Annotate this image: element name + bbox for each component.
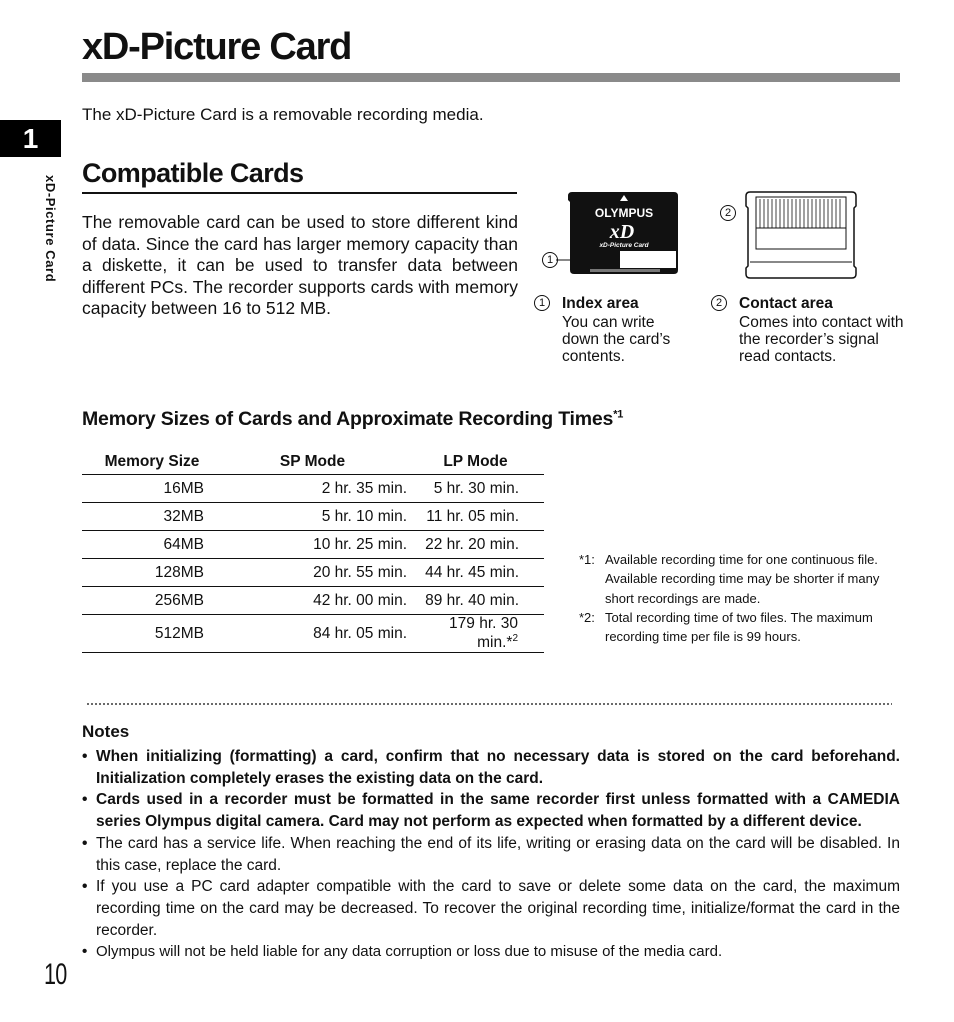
callout-marker-1: 1 xyxy=(542,252,558,268)
list-item: • Cards used in a recorder must be formatted in the same recorder first unless formatted with a CAMEDIA series Olympus digital camera. Card may not perform as expected when formatted by a different device. xyxy=(82,789,900,832)
lp-mode-value: 179 hr. 30 min.* xyxy=(449,615,518,652)
side-section-label: xD-Picture Card xyxy=(43,175,58,283)
chapter-tab: 1 xyxy=(0,120,61,157)
dotted-separator xyxy=(86,703,892,705)
list-item: • When initializing (formatting) a card, confirm that no necessary data is stored on the card beforehand. Initialization completely erases the existing data on the card. xyxy=(82,746,900,789)
lp-mode-value: 11 hr. 05 min. xyxy=(426,507,519,525)
sp-mode-cell: 84 hr. 05 min. xyxy=(230,615,407,653)
memory-size-cell: 512MB xyxy=(82,615,230,653)
compatible-cards-paragraph: The removable card can be used to store different kind of data. Since the card has larger memory capacity than a diskette, it can be used to transfer data between different PCs. The recorder supports cards with memory capacity between 16 to 512 MB. xyxy=(82,212,518,319)
table-row xyxy=(82,503,544,531)
memory-heading-footnote-mark: *1 xyxy=(613,408,624,421)
footnote-text: Available recording time for one continuous file. Available recording time may be shorter if many short recordings are made. xyxy=(605,552,880,606)
xd-card-front-illustration xyxy=(566,190,682,276)
card-edge-strip xyxy=(590,269,660,272)
sp-mode-cell: 10 hr. 25 min. xyxy=(230,531,407,559)
table-row xyxy=(82,475,544,503)
lp-mode-cell xyxy=(407,531,544,559)
footnote-mark: *2: xyxy=(579,610,595,625)
table-header-row xyxy=(82,450,544,475)
page-title: xD-Picture Card xyxy=(82,26,352,68)
page-number: 10 xyxy=(44,958,67,991)
callout-marker-2: 2 xyxy=(720,205,736,221)
list-item: • Olympus will not be held liable for any data corruption or loss due to misuse of the media card. xyxy=(82,941,900,963)
compatible-cards-heading: Compatible Cards xyxy=(82,158,304,188)
column-header: Memory Size xyxy=(82,450,230,475)
memory-size-cell: 64MB xyxy=(82,531,230,559)
index-area xyxy=(620,251,676,268)
memory-table-heading xyxy=(82,408,623,431)
caption-marker-1: 1 xyxy=(534,295,550,311)
memory-heading-text: Memory Sizes of Cards and Approximate Recording Times xyxy=(82,408,614,430)
lp-mode-cell xyxy=(407,559,544,587)
card-brand: OLYMPUS xyxy=(594,206,654,220)
title-underline-bar xyxy=(82,73,900,82)
column-header: LP Mode xyxy=(407,450,544,475)
lp-mode-value: 44 hr. 45 min. xyxy=(425,563,519,581)
column-header: SP Mode xyxy=(230,450,407,475)
list-item: • The card has a service life. When reaching the end of its life, writing or erasing data on the card will be disabled. In this case, replace the card. xyxy=(82,833,900,876)
caption-text-1: You can write down the card’s contents. xyxy=(562,314,671,365)
xd-card-back-illustration xyxy=(742,190,860,280)
intro-text: The xD-Picture Card is a removable recording media. xyxy=(82,105,484,124)
memory-size-cell: 256MB xyxy=(82,587,230,615)
memory-size-cell: 32MB xyxy=(82,503,230,531)
sp-mode-cell: 2 hr. 35 min. xyxy=(230,475,407,503)
footnote-text: Total recording time of two files. The maximum recording time per file is 99 hours. xyxy=(605,610,873,645)
lp-mode-value: 5 hr. 30 min. xyxy=(433,479,519,497)
sp-mode-cell: 42 hr. 00 min. xyxy=(230,587,407,615)
sp-mode-cell: 5 hr. 10 min. xyxy=(230,503,407,531)
lp-mode-value: 22 hr. 20 min. xyxy=(425,535,519,553)
caption-title-2: Contact area xyxy=(739,295,833,312)
memory-table xyxy=(82,450,544,653)
heading-rule xyxy=(82,192,517,194)
table-row xyxy=(82,587,544,615)
lp-mode-cell xyxy=(407,615,544,653)
notes-heading: Notes xyxy=(82,722,130,741)
lp-mode-value: 89 hr. 40 min. xyxy=(425,591,519,609)
table-row xyxy=(82,559,544,587)
caption-title-1: Index area xyxy=(562,295,639,312)
contact-area xyxy=(756,197,846,249)
caption-marker-2: 2 xyxy=(711,295,727,311)
card-label: xD-Picture Card xyxy=(599,242,649,249)
memory-size-cell: 128MB xyxy=(82,559,230,587)
footnote-mark: *1: xyxy=(579,552,595,567)
caption-text-2: Comes into contact with the recorder’s signal read contacts. xyxy=(739,314,904,365)
contact-lines xyxy=(760,199,840,228)
table-row xyxy=(82,531,544,559)
lp-mode-cell xyxy=(407,587,544,615)
callout-1-leader xyxy=(556,258,572,262)
sp-mode-cell: 20 hr. 55 min. xyxy=(230,559,407,587)
lp-footnote-mark: 2 xyxy=(512,633,518,644)
lp-mode-cell xyxy=(407,475,544,503)
list-item: • If you use a PC card adapter compatible with the card to save or delete some data on the card, the maximum recording time on the card may be decreased. To recover the original recording time, initialize/format the card in the recorder. xyxy=(82,876,900,941)
memory-size-cell: 16MB xyxy=(82,475,230,503)
lp-mode-cell xyxy=(407,503,544,531)
notes-list xyxy=(82,746,900,963)
card-logo: xD xyxy=(609,221,635,243)
table-row xyxy=(82,615,544,653)
